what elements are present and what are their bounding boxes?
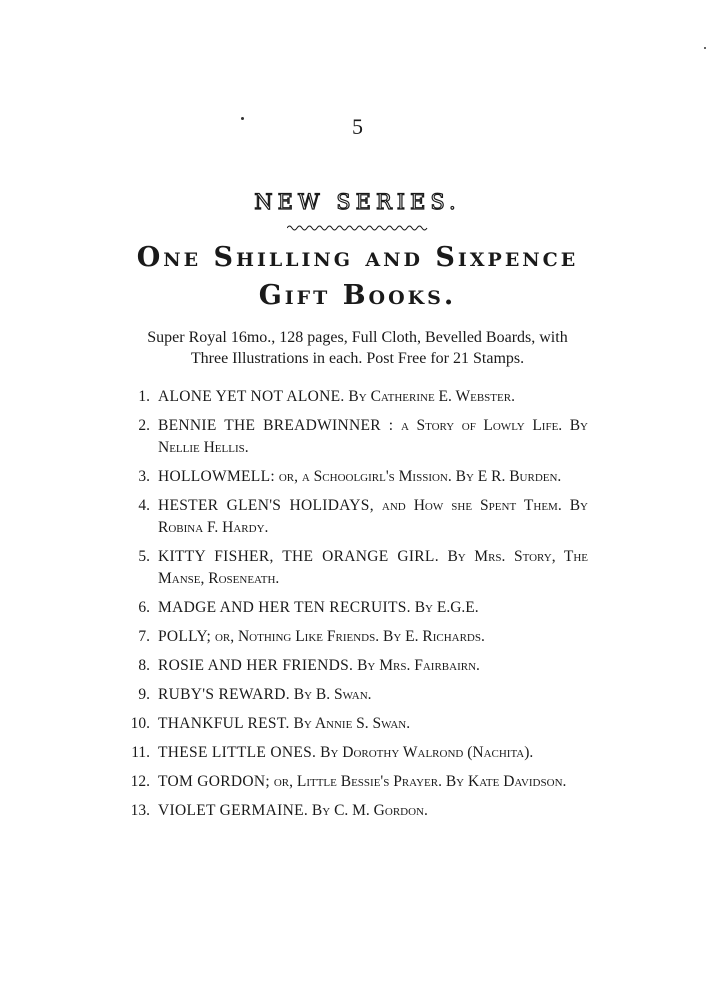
title-line-two: Gift Books. [258,280,457,311]
book-number: 8. [138,657,150,674]
book-details: By Mrs. Fairbairn. [353,657,480,674]
book-details: a Story of Lowly Life. By Nellie Hellis. [158,417,589,456]
book-entry [0,466,715,488]
book-number: 3. [138,468,150,485]
book-title: ROSIE AND HER FRIENDS. [158,657,354,674]
book-entry [0,655,715,677]
book-details: or, Little Bessie's Prayer. By Kate Davidson. [269,773,567,790]
book-number: 6. [138,599,150,616]
book-number: 9. [138,686,150,703]
book-details: By C. M. Gordon. [308,802,428,819]
book-title: KITTY FISHER, THE ORANGE GIRL. [158,548,439,565]
wavy-rule-ornament [287,224,429,232]
book-title: VIOLET GERMAINE. [158,802,309,819]
book-entry [0,771,715,793]
book-title: TOM GORDON; [158,773,270,790]
book-entry [0,684,715,706]
book-title: THANKFUL REST. [158,715,290,732]
spec-line: Super Royal 16mo., 128 pages, Full Cloth, Bevelled Boards, with [147,329,568,346]
book-number: 13. [130,802,150,819]
book-title: ALONE YET NOT ALONE. [158,388,345,405]
book-entry [0,415,715,459]
book-details: By Mrs. Story, The Manse, Roseneath. [158,548,588,587]
book-title: MADGE AND HER TEN RECRUITS. [158,599,411,616]
book-entry [0,713,715,735]
book-details: By Dorothy Walrond (Nachita). [316,744,534,761]
book-details: or, Nothing Like Friends. By E. Richards. [211,628,485,645]
page-number: 5 [352,114,363,139]
book-number: 11. [131,744,150,761]
book-entry [0,546,715,590]
book-entry [0,800,715,822]
book-number: 7. [138,628,150,645]
book-number: 5. [138,548,150,565]
book-number: 12. [130,773,150,790]
book-title: THESE LITTLE ONES. [158,744,317,761]
book-title: POLLY; [158,628,212,645]
spec-line: Three Illustrations in each. Post Free for 21 Stamps. [190,350,525,367]
book-entry [0,597,715,619]
book-title: HESTER GLEN'S HOLIDAYS, [158,497,374,514]
book-details: By Annie S. Swan. [289,715,411,732]
book-title: RUBY'S REWARD. [158,686,290,703]
ink-speck [704,47,706,49]
book-details: By Catherine E. Webster. [344,388,515,405]
book-entry [0,495,715,539]
book-title: BENNIE THE BREADWINNER : [158,417,394,434]
book-number: 1. [138,388,150,405]
book-number: 10. [130,715,150,732]
book-list [0,386,715,829]
book-details: or, a Schoolgirl's Mission. By E R. Burden. [274,468,562,485]
book-number: 4. [138,497,150,514]
book-entry [0,742,715,764]
series-heading: NEW SERIES. [254,190,461,214]
edition-description [0,327,715,369]
title-line-one: One Shilling and Sixpence [136,242,579,273]
book-entry [0,626,715,648]
book-entry [0,386,715,408]
book-title: HOLLOWMELL: [158,468,275,485]
book-details: By E.G.E. [410,599,479,616]
book-details: and How she Spent Them. By Robina F. Hardy. [158,497,588,536]
book-details: By B. Swan. [289,686,372,703]
book-number: 2. [138,417,150,434]
